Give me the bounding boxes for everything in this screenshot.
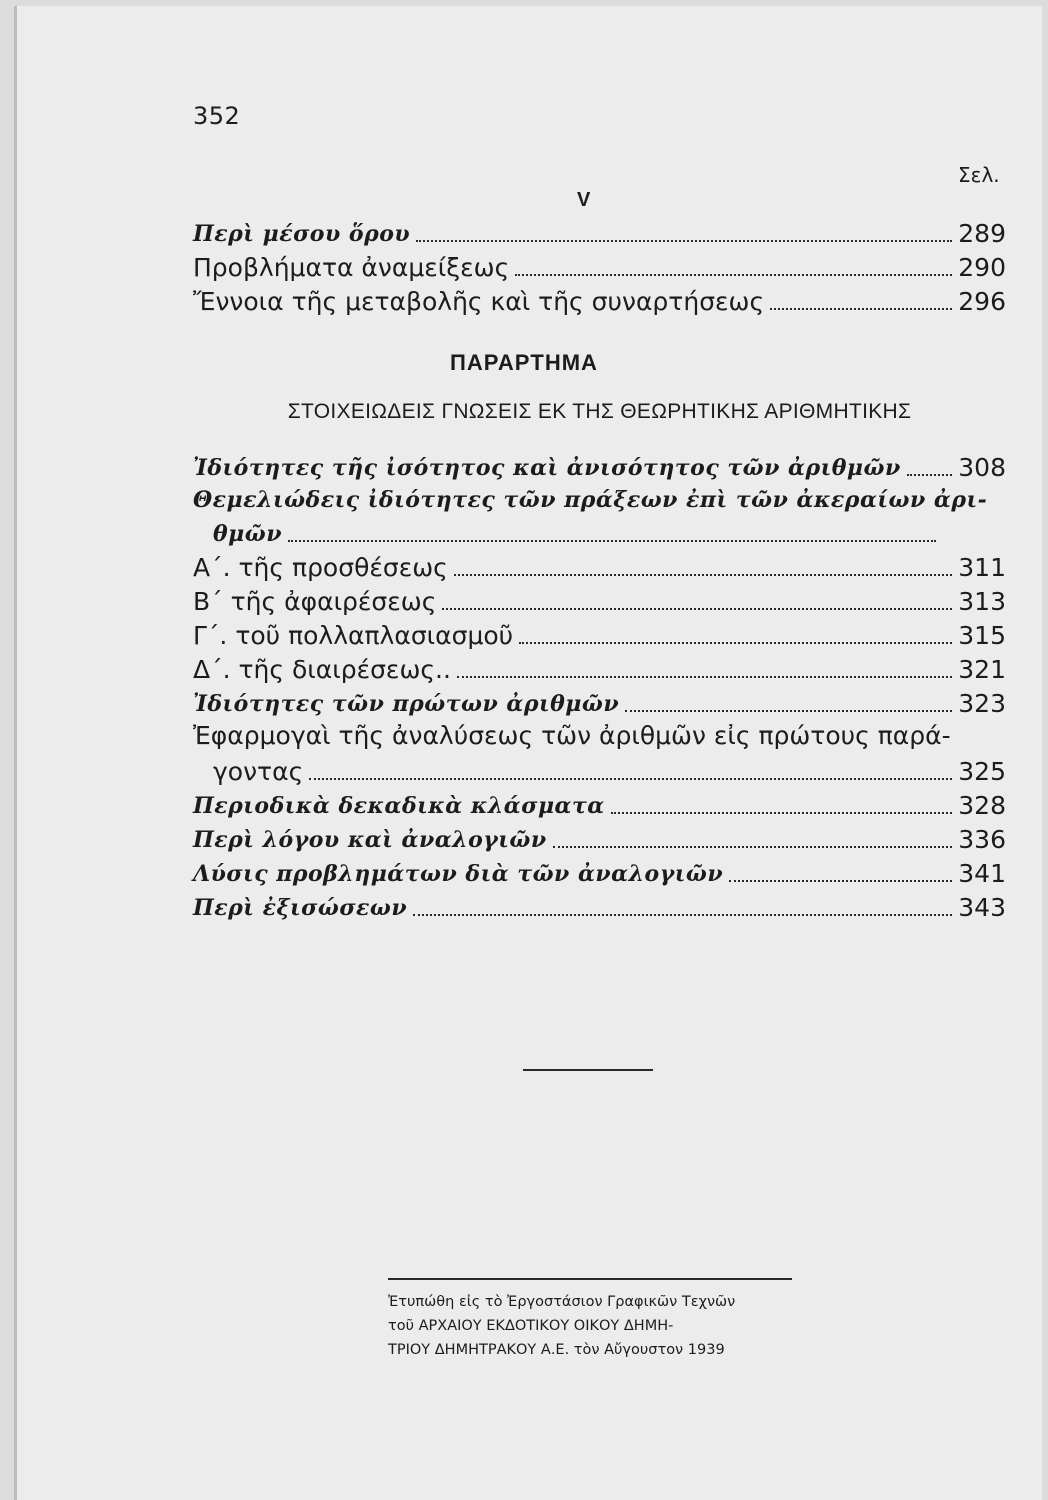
appendix-title: ΠΑΡΑΡΤΗΜΑ — [450, 350, 598, 375]
toc-entry — [193, 250, 1006, 284]
imprint-line: ΤΡΙΟΥ ΔΗΜΗΤΡΑΚΟΥ Α.Ε. τὸν Αὔγουστον 1939 — [388, 1342, 725, 1358]
dot-leader — [288, 538, 936, 542]
page-column-label: Σελ. — [958, 163, 1000, 187]
dot-leader — [413, 912, 952, 916]
printer-imprint — [388, 1278, 792, 1362]
toc-entry-page: 308 — [958, 453, 1006, 482]
section-heading: V — [577, 189, 591, 211]
toc-entry — [193, 584, 1006, 618]
toc-entry-page: 313 — [958, 587, 1006, 616]
dot-leader — [457, 674, 952, 678]
toc-entry — [213, 516, 936, 550]
toc-entry-title: Ἰδιότητες τῆς ἰσότητος καὶ ἀνισότητος τῶν ἀριθμῶν — [193, 455, 901, 481]
imprint-line: τοῦ ΑΡΧΑΙΟΥ ΕΚΔΟΤΙΚΟΥ ΟΙΚΟΥ ΔΗΜΗ- — [388, 1318, 674, 1334]
imprint-line: Ἐτυπώθη εἰς τὸ Ἐργοστάσιον Γραφικῶν Τεχνῶν — [388, 1294, 736, 1310]
dot-leader — [611, 810, 953, 814]
dot-leader — [454, 572, 952, 576]
appendix-subtitle: ΣΤΟΙΧΕΙΩΔΕΙΣ ΓΝΩΣΕΙΣ ΕΚ ΤΗΣ ΘΕΩΡΗΤΙΚΗΣ ΑΡΙΘΜΗΤΙΚΗΣ — [287, 400, 912, 423]
toc-entry — [193, 450, 1006, 484]
toc-entry — [193, 788, 1006, 822]
toc-entry-page: 323 — [958, 689, 1006, 718]
toc-entry-title: Γ΄. τοῦ πολλαπλασιασμοῦ — [193, 621, 514, 650]
toc-entry-title: θμῶν — [213, 521, 282, 547]
toc-entry-title: Ἐφαρμογαὶ τῆς ἀναλύσεως τῶν ἀριθμῶν εἰς πρώτους παρά- — [193, 721, 951, 750]
toc-entry — [193, 686, 1006, 720]
toc-entry-page: 289 — [958, 219, 1006, 248]
dot-leader — [553, 844, 953, 848]
toc-entry — [193, 550, 1006, 584]
toc-entry-page: 343 — [958, 893, 1006, 922]
toc-entry — [193, 284, 1006, 318]
toc-entry-page: 328 — [958, 791, 1006, 820]
toc-entry-title: Β΄ τῆς ἀφαιρέσεως — [193, 587, 437, 616]
toc-entry-page: 290 — [958, 253, 1006, 282]
toc-entry-title: Θεμελιώδεις ἰδιότητες τῶν πράξεων ἐπὶ τῶν ἀκεραίων ἀρι- — [193, 487, 988, 513]
toc-entry — [193, 618, 1006, 652]
dot-leader — [519, 640, 952, 644]
toc-entry-page: 296 — [958, 287, 1006, 316]
toc-entry-title: Περὶ ἐξισώσεων — [193, 895, 408, 921]
section-divider — [523, 1069, 653, 1071]
toc-entry-page: 325 — [958, 757, 1006, 786]
toc-entry — [193, 216, 1006, 250]
toc-entry — [193, 856, 1006, 890]
toc-entry-page: 336 — [958, 825, 1006, 854]
toc-entry-page: 311 — [958, 553, 1006, 582]
toc-entry-title: Ἔννοια τῆς μεταβολῆς καὶ τῆς συναρτήσεως — [193, 287, 765, 316]
dot-leader — [625, 708, 952, 712]
toc-entry-title: Περὶ μέσου ὅρου — [193, 221, 411, 247]
toc-entry-page: 315 — [958, 621, 1006, 650]
toc-entry — [193, 652, 1006, 686]
toc-entry-title: Περὶ λόγου καὶ ἀναλογιῶν — [193, 827, 547, 853]
dot-leader — [515, 272, 952, 276]
toc-entry-title: Ἰδιότητες τῶν πρώτων ἀριθμῶν — [193, 691, 620, 717]
dot-leader — [309, 776, 952, 780]
toc-entry-title: Λύσις προβλημάτων διὰ τῶν ἀναλογιῶν — [193, 861, 724, 887]
dot-leader — [442, 606, 952, 610]
toc-entry — [213, 754, 1006, 788]
toc-entry-page: 321 — [958, 655, 1006, 684]
toc-entry-title: Δ΄. τῆς διαιρέσεως.. — [193, 655, 451, 684]
toc-entry-title: Προβλήματα ἀναμείξεως — [193, 253, 510, 282]
toc-entry-page: 341 — [958, 859, 1006, 888]
dot-leader — [729, 878, 952, 882]
toc-entry — [193, 890, 1006, 924]
dot-leader — [416, 238, 952, 242]
dot-leader — [907, 472, 953, 476]
toc-entry-title: γοντας — [213, 757, 304, 786]
page-number: 352 — [193, 102, 241, 130]
toc-entry-title: Α΄. τῆς προσθέσεως — [193, 553, 448, 582]
dot-leader — [770, 306, 952, 310]
toc-entry — [193, 822, 1006, 856]
toc-entry-title: Περιοδικὰ δεκαδικὰ κλάσματα — [193, 793, 605, 819]
page-edge-shadow — [14, 6, 17, 1500]
